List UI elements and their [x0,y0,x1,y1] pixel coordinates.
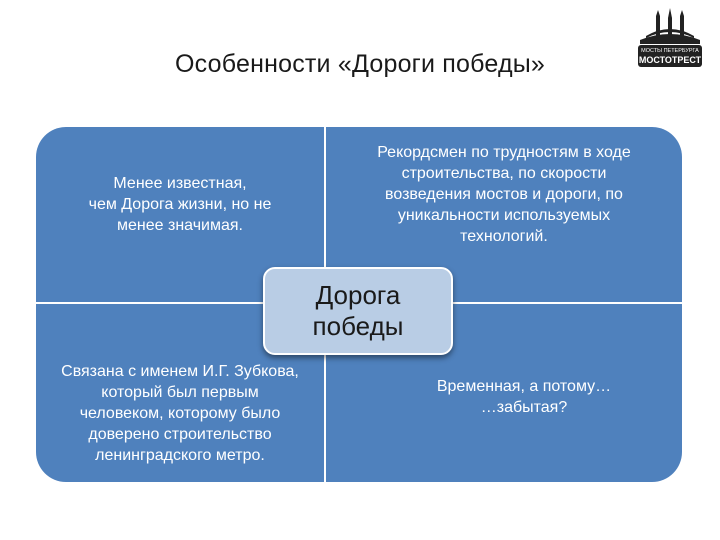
center-node-label: Дорога победы [312,280,404,341]
quadrant-top-left-text: Менее известная, чем Дорога жизни, но не менее значимая. [88,175,272,234]
center-node [263,267,453,355]
quadrant-top-right-text: Рекордсмен по трудностям в ходе строительства, по скорости возведения мостов и дороги, по уникальности используемых технологий. [377,144,631,245]
quadrant-bottom-right-text: Временная, а потому… …забытая? [436,378,612,416]
bridge-towers-logo-icon [632,6,708,74]
quadrant-bottom-left-text: Связана с именем И.Г. Зубкова, который был первым человеком, которому было доверено строительство ленинградского метро. [61,362,299,464]
logo-top-text: МОСТЫ ПЕТЕРБУРГА [641,48,699,54]
page-title: Особенности «Дороги победы» [175,50,545,78]
logo-main-text: МОСТОТРЕСТ [638,55,702,65]
